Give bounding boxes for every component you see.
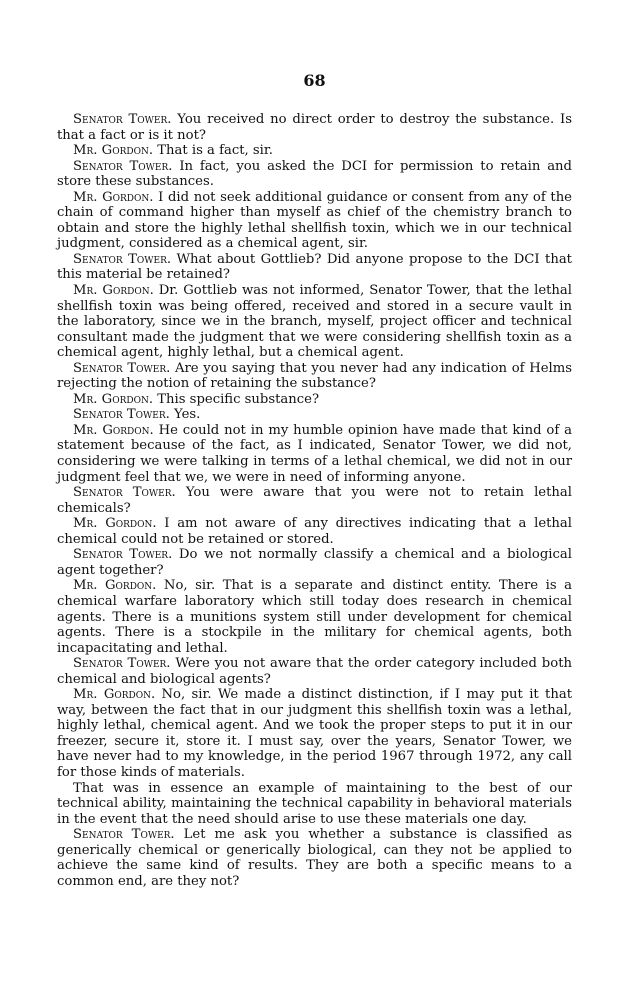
paragraph-text: Let me ask you whether a substance is classified as generically chemical or generically biological, can they not be applied to achieve the same kind of results. They are both a specific means to a common end, are they not?	[57, 827, 572, 889]
speaker-name: Mr. Gordon.	[73, 578, 157, 594]
page-number: 68	[303, 71, 326, 90]
paragraph	[57, 392, 572, 408]
speaker-name: Mr. Gordon.	[73, 189, 154, 205]
paragraph	[57, 190, 572, 252]
paragraph-text: No, sir. We made a distinct distinction, if I may put it that way, between the fact that in our judgment this shellfish toxin was a lethal, highly lethal, chemical agent. And we took the proper steps to put it in our freezer, secure it, store it. I must say, over the years, Senator Tower, we have never had to my knowledge, in the period 1967 through 1972, any call for those kinds of materials.	[57, 687, 573, 780]
paragraph	[57, 781, 572, 828]
paragraph-text: I am not aware of any directives indicating that a lethal chemical could not be retained or stored.	[57, 516, 572, 547]
speaker-name: Senator Tower.	[73, 251, 172, 267]
paragraph	[57, 547, 572, 578]
paragraph-text: This specific substance?	[153, 391, 320, 407]
speaker-name: Senator Tower.	[73, 485, 176, 501]
paragraph	[57, 252, 572, 283]
speaker-name: Mr. Gordon.	[73, 422, 154, 438]
paragraph	[57, 578, 572, 656]
paragraph	[57, 159, 572, 190]
speaker-name: Mr. Gordon.	[73, 283, 154, 299]
paragraph-text: He could not in my humble opinion have made that kind of a statement because of the fact, as I indicated, Senator Tower, we did not, considering we were talking in terms of a lethal chemical, we did not in our judgment feel that we, we were in need of informing anyone.	[57, 422, 572, 485]
paragraph	[57, 361, 572, 392]
paragraph-text: You were aware that you were not to retain lethal chemicals?	[57, 485, 572, 516]
paragraph-text: That is a fact, sir.	[153, 143, 273, 159]
paragraph	[57, 112, 572, 143]
paragraph	[57, 283, 572, 361]
paragraph	[57, 423, 572, 485]
speaker-name: Mr. Gordon.	[73, 687, 156, 703]
paragraph	[57, 687, 572, 780]
speaker-name: Senator Tower.	[73, 112, 172, 127]
paragraph-text: You received no direct order to destroy the substance. Is that a fact or is it not?	[57, 112, 572, 143]
speaker-name: Senator Tower.	[73, 158, 173, 174]
paragraph-text: In fact, you asked the DCI for permission to retain and store these substances.	[57, 158, 572, 190]
paragraph	[57, 485, 572, 516]
speaker-name: Senator Tower.	[73, 407, 170, 423]
paragraph-text: Do we not normally classify a chemical and a biological agent together?	[57, 547, 572, 578]
paragraph-text: I did not seek additional guidance or consent from any of the chain of command higher than myself as chief of the chemistry branch to obtain and store the highly lethal shellfish toxin, which we in our technical judgment, considered as a chemical agent, sir.	[57, 189, 572, 252]
speaker-name: Senator Tower.	[73, 656, 171, 672]
paragraph	[57, 143, 572, 159]
paragraph-text: Yes.	[169, 407, 201, 423]
paragraph-text: Are you saying that you never had any indication of Helms rejecting the notion of retaining the substance?	[57, 360, 572, 392]
paragraph-text: Dr. Gottlieb was not informed, Senator Tower, that the lethal shellfish toxin was being offered, received and stored in a secure vault in the laboratory, since we in the branch, myself, project officer and technical consultant made the judgment that we were considering shellfish toxin as a chemical agent, highly lethal, but a chemical agent.	[57, 283, 572, 361]
speaker-name: Mr. Gordon.	[73, 143, 154, 159]
paragraph-text: What about Gottlieb? Did anyone propose to the DCI that this material be retained?	[57, 251, 572, 283]
speaker-name: Senator Tower.	[73, 827, 175, 843]
paragraph-text: No, sir. That is a separate and distinct entity. There is a chemical warfare laboratory which still today does research in chemical agents. There is a munitions system still under development for chemical agents. There is a stockpile in the military for chemical agents, both incapacitating and lethal.	[57, 578, 572, 656]
paragraph	[57, 656, 572, 687]
paragraph	[57, 407, 572, 423]
speaker-name: Mr. Gordon.	[73, 516, 157, 532]
speaker-name: Mr. Gordon.	[73, 391, 154, 407]
speaker-name: Senator Tower.	[73, 360, 171, 376]
paragraph-text: That was in essence an example of maintaining to the best of our technical ability, maintaining the technical capability in behavioral materials in the event that the need should arise to use these materials one day.	[57, 780, 572, 827]
paragraph-text: Were you not aware that the order category included both chemical and biological agents?	[57, 656, 572, 687]
paragraph	[57, 827, 572, 889]
document-page	[57, 72, 572, 889]
speaker-name: Senator Tower.	[73, 547, 173, 563]
paragraph	[57, 516, 572, 547]
